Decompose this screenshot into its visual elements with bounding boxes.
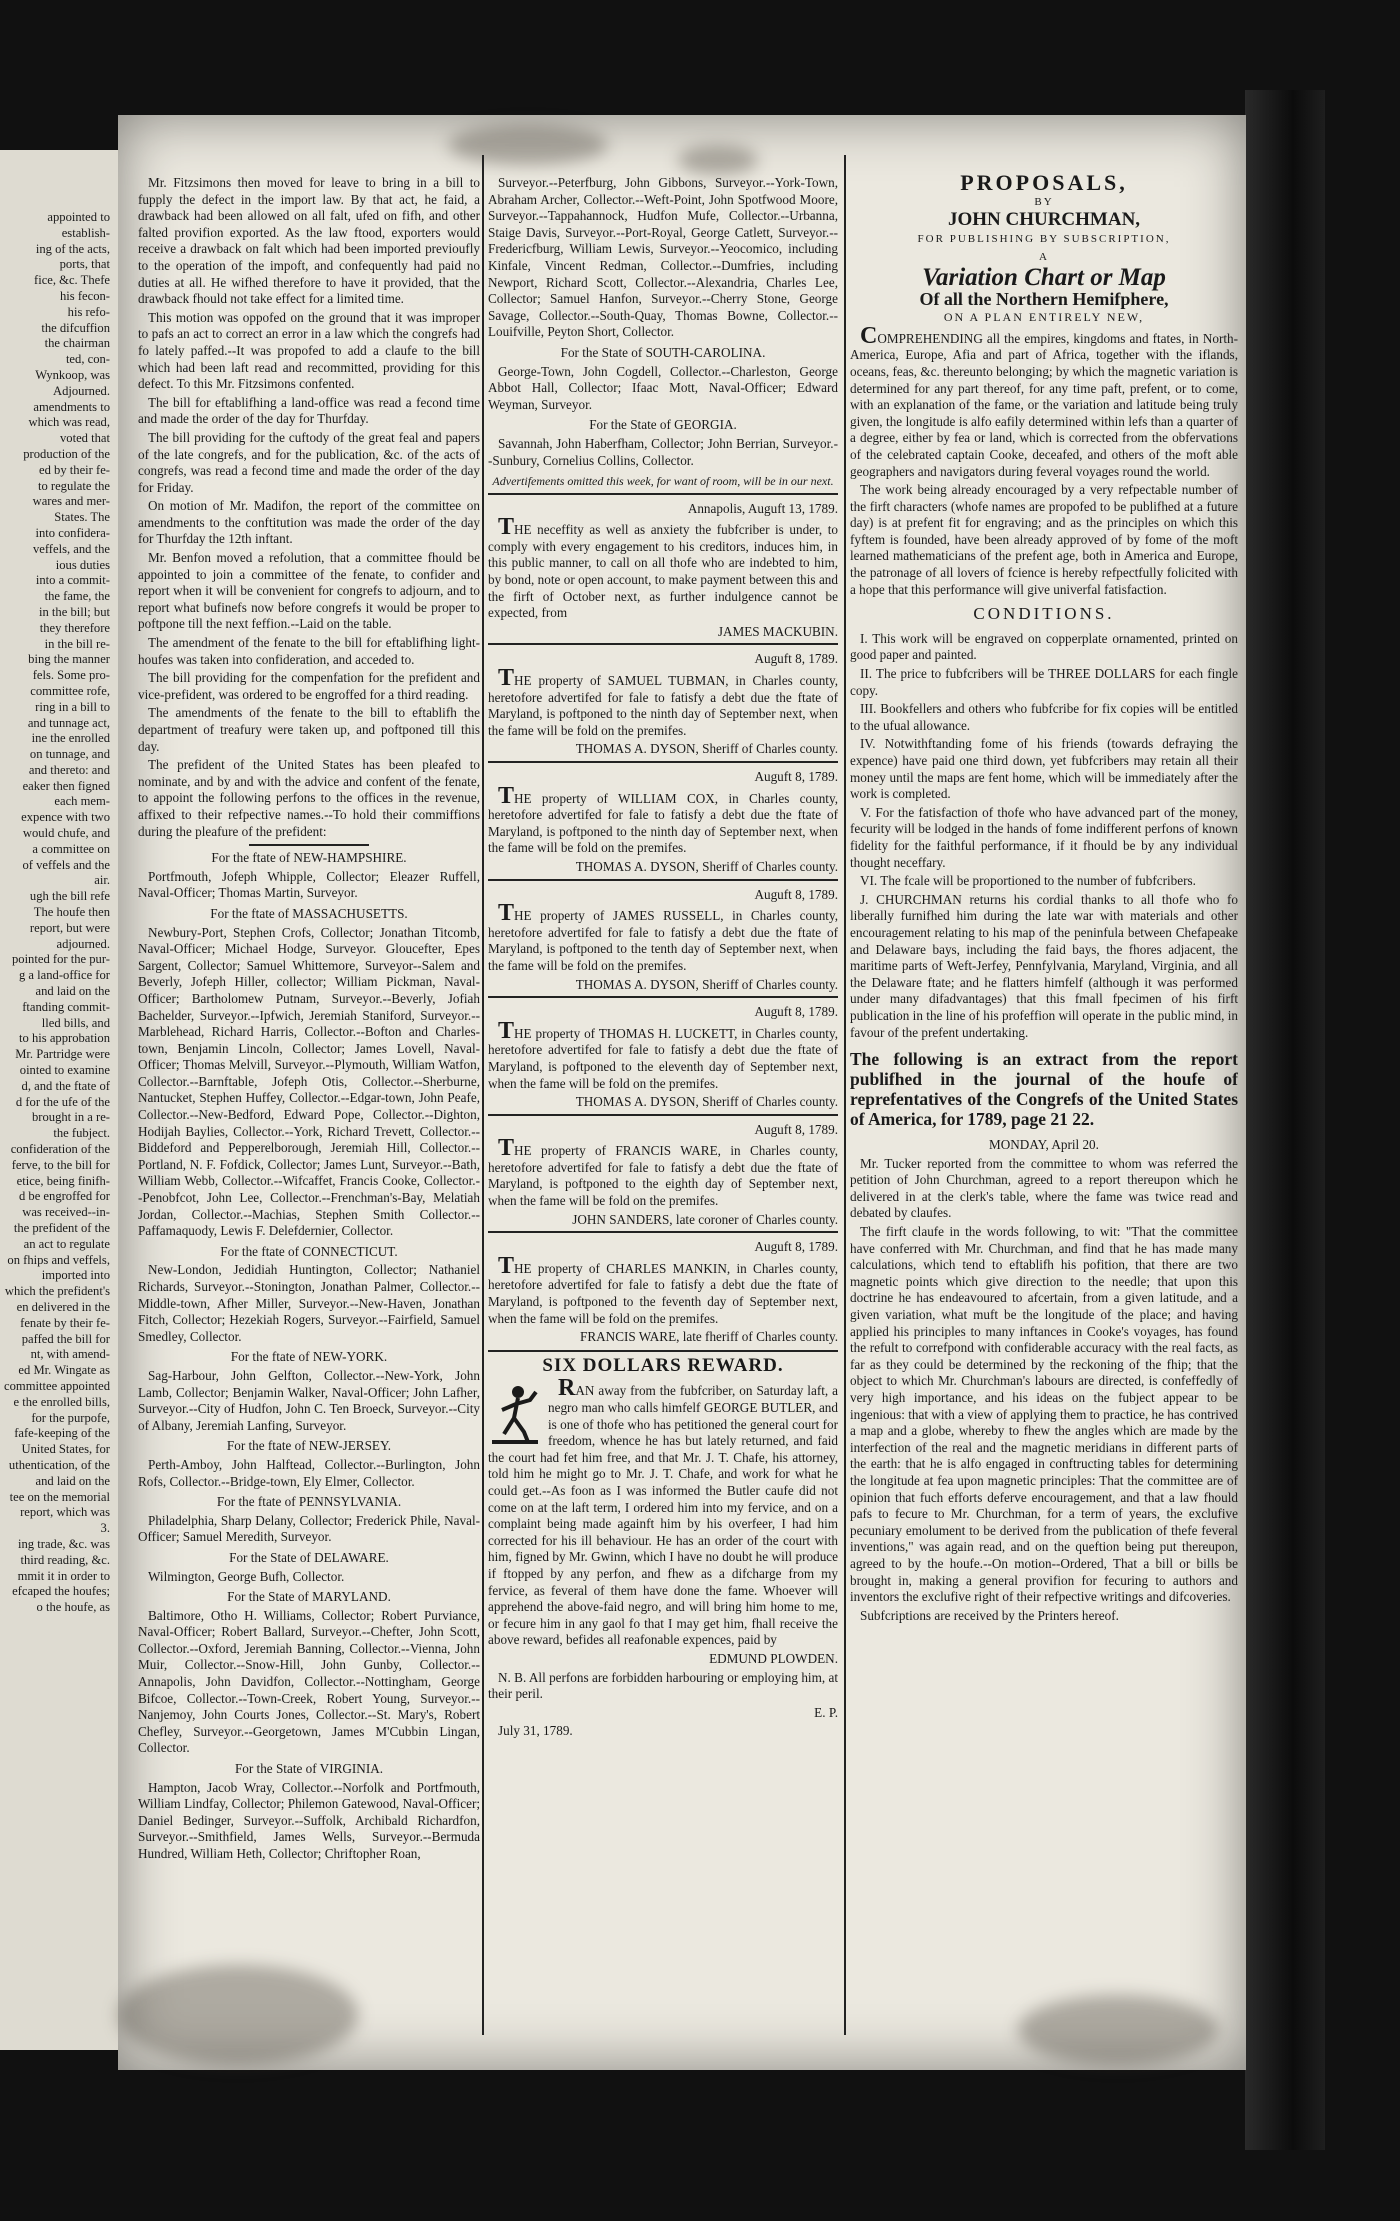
fragment-line: report, but were <box>29 920 110 935</box>
fragment-line: ferve, to the bill for <box>11 1157 110 1172</box>
proceedings-paragraph: On motion of Mr. Madifon, the report of the committee on amendments to the conftitution was made the order of the day for Thurfday the 12th inftant. <box>138 498 480 547</box>
ad-signature: THOMAS A. DYSON, Sheriff of Charles county. <box>575 858 838 874</box>
left-page-column <box>4 210 110 1616</box>
reward-heading: SIX DOLLARS REWARD. <box>542 1354 784 1376</box>
ad-rule <box>488 761 838 763</box>
state-appointments: Portfmouth, Jofeph Whipple, Collector; Eleazer Ruffell, Naval-Officer; Thomas Martin, Surveyor. <box>138 868 480 901</box>
extract-heading: The following is an extract from the report publifhed in the journal of the houfe of reprefentatives of the Congrefs of the United States of America, for 1789, page 21 22. <box>850 1049 1238 1130</box>
fragment-line: would chufe, and <box>22 826 110 841</box>
proceedings-paragraphs <box>138 175 480 840</box>
fragment-line: they therefore <box>39 620 110 635</box>
state-heading: For the ftate of NEW-HAMPSHIRE. <box>211 850 407 866</box>
state-appointments: New-London, Jedidiah Huntington, Collector; Nathaniel Richards, Surveyor.--Stonington, Jonathan Palmer, Collector.--Middle-town, Afher Miller, Surveyor.--New-Haven, Jonathan Fitch, Collector; Hezekiah Rogers, Surveyor.--Fairfield, Samuel Smedley, Collector. <box>138 1262 480 1344</box>
fragment-line: committee appointed <box>4 1378 110 1393</box>
ad-rule <box>488 1114 838 1116</box>
fragment-line: amendments to <box>33 399 110 414</box>
ad-rule <box>488 1231 838 1233</box>
fragment-line: lled bills, and <box>41 1015 110 1030</box>
fragment-line: en delivered in the <box>16 1299 110 1314</box>
fragment-line: for the purpofe, <box>31 1410 110 1425</box>
section-rule <box>488 1350 838 1352</box>
proposal-paragraph-1: COMPREHENDING all the empires, kingdoms and ftates, in North-America, Europe, Afia and part of Africa, together with the iflands, oceans, feas, &c. thereunto belonging; by which the magnetic variation is determined for any part thereof, for any time paft, prefent, or to come, with an explanation of the fame, or the variation and latitude being truly given, the longitude is alfo eafily determined within lefs than a quarter of a degree, either by fea or land, which is corrected from the obfervations of the celebrated captain Cooke, deceafed, and others of the moft able geographers and navigators during feveral voyages round the world. <box>850 322 1238 479</box>
fragment-line: his refo- <box>67 304 110 319</box>
author-name: JOHN CHURCHMAN, <box>947 209 1141 231</box>
fragment-line: on tunnage, and <box>29 747 110 762</box>
proceedings-paragraph: The bill providing for the cuftody of the great feal and papers of the late congrefs, and for the publication, &c. of the acts of congrefs, was read a fecond time and made the order of the day for Friday. <box>138 429 480 495</box>
chart-title: Variation Chart or Map <box>922 263 1166 291</box>
fragment-line: to regulate the <box>37 478 110 493</box>
fragment-line: committee rofe, <box>30 683 110 698</box>
proceedings-paragraph: The amendments of the fenate to the bill to eftablifh the department of treafury were taken up, and poftponed till this day. <box>138 705 480 754</box>
column-rule <box>482 155 484 2035</box>
ink-stain <box>448 125 608 165</box>
ad-date: Auguft 8, 1789. <box>754 1239 838 1255</box>
fragment-line: eaker then figned <box>22 778 110 793</box>
fragment-line: production of the <box>23 446 110 461</box>
condition-item: III. Bookfellers and others who fubfcribe for fix copies will be entitled to the ufual allowance. <box>850 701 1238 733</box>
fragment-line: ious duties <box>55 557 110 572</box>
fragment-line: Wynkoop, was <box>35 367 110 382</box>
fragment-line: etice, being finifh- <box>16 1173 110 1188</box>
ink-stain <box>1018 1995 1218 2065</box>
thanks-paragraph: J. CHURCHMAN returns his cordial thanks to all thofe who fo liberally furnifhed him during the late war with materials and other encouragement relating to his map of the peninfula between Chefapeake and Delaware bays, including the faid bays, the fhores adjacent, the maritime parts of Weft-Jerfey, Pennfylvania, Maryland, Virginia, and all the Delaware ftate; and he flatters himfelf (although it was performed under many difadvantages) that this fmall fpecimen of his firft publication in the line of his profeffion will operate in the public mind, in favour of the prefent undertaking. <box>850 891 1238 1040</box>
by-label: BY <box>1034 195 1054 208</box>
fragment-line: e the enrolled bills, <box>13 1394 110 1409</box>
fragment-line: United States, for <box>21 1442 110 1457</box>
fragment-line: establish- <box>61 225 110 240</box>
fragment-line: which the prefident's <box>4 1284 110 1299</box>
fragment-line: uthentication, of the <box>8 1457 110 1472</box>
fragment-line: imported into <box>41 1268 110 1283</box>
fragment-line: o the houfe, as <box>36 1600 110 1615</box>
fragment-line: g a land-office for <box>18 968 110 983</box>
ad-date: Auguft 8, 1789. <box>754 886 838 902</box>
conditions-heading: CONDITIONS. <box>973 604 1115 624</box>
state-appointments: Wilmington, George Bufh, Collector. <box>148 1568 345 1584</box>
fragment-line: into confidera- <box>35 525 110 540</box>
ad-signature: FRANCIS WARE, late fheriff of Charles county. <box>580 1329 838 1345</box>
fragment-line: report, which was <box>20 1505 110 1520</box>
state-appointments: Perth-Amboy, John Halftead, Collector.--Burlington, John Rofs, Collector.--Bridge-town, Ely Elmer, Collector. <box>138 1456 480 1489</box>
fragment-line: brought in a re- <box>32 1110 110 1125</box>
state-appointments: Newbury-Port, Stephen Crofs, Collector; Jonathan Titcomb, Naval-Officer; Michael Hodge, Surveyor. Gloucefter, Epes Sargent, Collector; Samuel Whittemore, Surveyor--Salem and Beverly, Jofeph Hiller, collector; William Pickman, Naval-Officer; Bartholomew Putnam, Surveyor.--Beverly, Jofiah Bachelder, Surveyor.--Ipfwich, Jeremiah Staniford, Surveyor.--Marblehead, Richard Harris, Collector.--Bofton and Charles-town, Benjamin Lincoln, Collector; James Lovell, Naval-Officer; Thomas Melvill, Surveyor.--Plymouth, William Watfon, Collector.--Barnftable, Jofeph Otis, Collector.--Sherburne, Nantucket, Stephen Huffey, Collector.--Edgar-town, John Peafe, Collector.--New-Bedford, Edward Pope, Collector.--Dighton, Hodijah Baylies, Collector.--York, Richard Trevett, Collector.--Biddeford and Pepperelborough, Jeremiah Hill, Collector.--Portland, N. F. Fofdick, Collector; James Lunt, Surveyor.--Bath, William Webb, Collector.--Wifcaffet, Francis Cooke, Collector.--Penobfcot, John Lee, Collector.--Frenchman's-Bay, Melatiah Jordan, Collector.--Machias, Stephen Smith Collector.--Paffamaquody, Lewis F. Delefdernier, Collector. <box>138 924 480 1239</box>
proposals-heading: PROPOSALS, <box>960 175 1128 195</box>
ink-stain <box>678 145 758 175</box>
left-page-fragment <box>0 150 118 2050</box>
fragment-line: which was read, <box>28 415 110 430</box>
state-appointments: Hampton, Jacob Wray, Collector.--Norfolk and Portfmouth, William Lindfay, Collector; Philemon Gatewood, Naval-Officer; Daniel Bedinger, Surveyor.--Suffolk, Archibald Richardfon, Surveyor.--Smithfield, James Wells, Surveyor.--Bermuda Hundred, William Heth, Collector; Chriftopher Roan, <box>138 1779 480 1861</box>
state-heading: For the State of MARYLAND. <box>227 1589 391 1605</box>
fragment-line: and thereto: and <box>28 762 110 777</box>
monday-dateline: MONDAY, April 20. <box>989 1137 1099 1153</box>
fragment-line: d for the ufe of the <box>15 1094 110 1109</box>
fragment-line: in the bill re- <box>44 636 110 651</box>
fragment-line: paffed the bill for <box>21 1331 110 1346</box>
fragment-line: ine the enrolled <box>31 731 110 746</box>
ad-rule <box>488 643 838 645</box>
ad-text: THE property of SAMUEL TUBMAN, in Charles county, heretofore advertifed for fale to fatisfy a debt due the ftate of Maryland, is poftponed to the ninth day of September next, when the fame will be fold on the premifes. <box>488 665 838 738</box>
ink-stain <box>118 1965 358 2065</box>
fragment-line: the chairman <box>44 336 110 351</box>
fragment-line: Mr. Partridge were <box>15 1047 110 1062</box>
condition-item: I. This work will be engraved on copperplate ornamented, printed on good paper and painted. <box>850 630 1238 663</box>
fragment-line: pointed for the pur- <box>11 952 110 967</box>
reward-text: RAN away from the fubfcriber, on Saturday laft, a negro man who calls himfelf GEORGE BUTLER, and is one of thofe who has petitioned the general court for freedom, whence he has but lately returned, and faid the court had fet him free, and that Mr. J. T. Chafe, his attorney, told him he might go to Mr. J. T. Chafe, and work for what he could get.--As foon as I was informed the Butler caufe did not come on at the laft term, I ordered him into my fervice, and on a complaint being made againft him by his overfeer, I had him corrected for his ill behaviour. He has an order of the court with him, figned by Mr. Gwinn, which I have no doubt he will produce if ftopped by any perfon, and fhew as a difcharge from my fervice, as feveral of them have done the fame. Whoever will apprehend the above-faid negro, and will bring him home to me, or fecure him in any gaol fo that I may get him, fhall receive the above reward, befides all reafonable expences, paid by <box>488 1375 838 1648</box>
state-appointments: Sag-Harbour, John Gelfton, Collector.--New-York, John Lamb, Collector; Benjamin Walker, Naval-Officer; John Lafher, Surveyor.--City of Hudfon, John C. Ten Broeck, Surveyor.--City of Albany, Jeremiah Lanfing, Surveyor. <box>138 1367 480 1433</box>
reward-nb: N. B. All perfons are forbidden harbouring or employing him, at their peril. <box>488 1669 838 1702</box>
virginia-continued: Surveyor.--Peterfburg, John Gibbons, Surveyor.--York-Town, Abraham Archer, Collector.--Weft-Point, John Spotfwood Moore, Surveyor.--Tappahannock, Hudfon Mufe, Collector.--Urbanna, Staige Davis, Surveyor.--Port-Royal, George Catlett, Surveyor.--Fredericfburg, William Lewis, Surveyor.--Yeocomico, including Kinfale, Vincent Redman, Collector.--Dumfries, including Newport, Richard Scott, Collector.--Alexandria, Charles Lee, Collector; Samuel Hanfon, Surveyor.--Cherry Stone, George Savage, Collector.--South-Quay, Thomas Bowne, Collector.--Louifville, Peyton Short, Collector. <box>488 175 838 340</box>
reward-signature: EDMUND PLOWDEN. <box>709 1650 838 1666</box>
state-heading: For the State of GEORGIA. <box>589 417 737 433</box>
fragment-line: his fecon- <box>59 288 110 303</box>
ad-text: THE property of THOMAS H. LUCKETT, in Charles county, heretofore advertifed for fale to fatisfy a debt due the ftate of Maryland, is poftponed to the eleventh day of September next, when the fame will be fold on the premifes. <box>488 1017 838 1091</box>
fragment-line: tee on the memorial <box>9 1489 110 1504</box>
state-heading: For the State of DELAWARE. <box>229 1549 389 1565</box>
resolution-paragraph: The firft claufe in the words following, to wit: "That the committee have conferred with Mr. Churchman, and find that he has made many calculations, which tend to eftablifh his pofition, that there are two magnetic points which give direction to the needle; that upon this doctrine he has endeavoured to afcertain, from a given latitude, and a given variation, what muft be the longitude of the place; and having applied his principles to many inftances in Cooke's voyages, has found the refult to correfpond with confiderable accuracy with the real facts, as far as they could be determined by the reckoning of the fhip; that the object to which Mr. Churchman's labours are directed, is confeffedly of very high importance, and his ideas on the fubject appear to be ingenious: that with a view of applying them to practice, he has contrived a map and a globe, whereby to fhew the angles which are made by the interfection of the real and the magnetic meridians in different parts of the earth: that he is alfo engaged in conftructing tables for determining the longitude at fea upon magnetic principles: That the committee are of opinion that fuch efforts deferve encouragement, and that a law fhould pafs to fecure to Mr. Churchman, for a term of years, the exclufive pecuniary emolument to be derived from the publication of thefe feveral inventions," was again read, and on the queftion being put thereupon, agreed to by the houfe.--On motion--Ordered, That a bill or bills be brought in, making a general provifion for fecuring to authors and inventors the exclufive right of their refpective writings and difcoveries. <box>850 1224 1238 1605</box>
fragment-line: and laid on the <box>35 984 110 999</box>
ad-signature: JAMES MACKUBIN. <box>717 623 838 639</box>
fragment-line: and laid on the <box>35 1473 110 1488</box>
ad-text: THE property of FRANCIS WARE, in Charles county, heretofore advertifed for fale to fatisfy a debt due the ftate of Maryland, is poftponed to the eighth day of September next, when the fame will be fold on the premifes. <box>488 1135 838 1209</box>
fragment-line: appointed to <box>47 210 110 224</box>
fragment-line: into a commit- <box>35 573 110 588</box>
ad-rule <box>488 879 838 881</box>
fragment-line: confideration of the <box>10 1142 110 1157</box>
fragment-line: each mem- <box>54 794 110 809</box>
hemisphere-subtitle: Of all the Northern Hemifphere, <box>919 288 1169 309</box>
publishing-line: FOR PUBLISHING BY SUBSCRIPTION, <box>917 232 1171 245</box>
fragment-line: wares and mer- <box>32 494 110 509</box>
fragment-line: fice, &c. Thefe <box>34 273 110 288</box>
state-appointments: Baltimore, Otho H. Williams, Collector; Robert Purviance, Naval-Officer; Robert Ballard, Surveyor.--Chefter, John Scott, Collector.--Oxford, Jeremiah Banning, Collector.--Vienna, John Muir, Collector.--Snow-Hill, John Gunby, Collector.--Annapolis, John Davidfon, Collector.--Nottingham, George Bifcoe, Collector.--Town-Creek, Robert Young, Surveyor.--Nanjemoy, John Courts Jones, Collector.--St. Mary's, Robert Chefley, Surveyor.--Georgetown, James M'Cubbin Lingan, Collector. <box>138 1607 480 1756</box>
omitted-notice: Advertifements omitted this week, for want of room, will be in our next. <box>492 474 834 489</box>
fragment-line: the fubject. <box>53 1126 110 1141</box>
state-heading: For the ftate of PENNSYLVANIA. <box>216 1494 402 1510</box>
state-heading: For the State of VIRGINIA. <box>234 1761 384 1777</box>
state-appointments: Savannah, John Haberfham, Collector; John Berrian, Surveyor.--Sunbury, Cornelius Collins, Collector. <box>488 435 838 468</box>
fragment-line: and tunnage act, <box>27 715 110 730</box>
fragment-line: the fame, the <box>44 589 110 604</box>
condition-item: IV. Notwithftanding fome of his friends (towards defraying the expence) have paid one third down, yet fubfcribers may retain all their money until the maps are fent home, which will be immediately after the work is completed. <box>850 736 1238 802</box>
fragment-line: expence with two <box>21 810 110 825</box>
fragment-line: third reading, &c. <box>20 1552 110 1567</box>
fragment-line: air. <box>94 873 110 888</box>
section-rule <box>249 844 369 846</box>
fragment-line: ugh the bill refe <box>29 889 110 904</box>
ad-date: Auguft 8, 1789. <box>754 651 838 667</box>
report-paragraph: Mr. Tucker reported from the committee to whom was referred the petition of John Churchman, agreed to a report thereupon which he delivered in at the clerk's table, where the fame was twice read and debated by claufes. <box>850 1155 1238 1221</box>
fragment-line: ing trade, &c. was <box>18 1536 110 1551</box>
ad-date: Auguft 8, 1789. <box>754 1004 838 1020</box>
fragment-line: ring in a bill to <box>35 699 110 714</box>
fragment-line: fels. Some pro- <box>32 668 110 683</box>
fragment-line: efcaped the houfes; <box>12 1584 110 1599</box>
ad-signature: THOMAS A. DYSON, Sheriff of Charles county. <box>575 741 838 757</box>
fragment-line: ing of the acts, <box>35 241 110 256</box>
ad-signature: THOMAS A. DYSON, Sheriff of Charles county. <box>575 1094 838 1110</box>
fragment-line: the difcuffion <box>41 320 110 335</box>
ad-text: THE neceffity as well as anxiety the fubfcriber is under, to comply with every engagement to his creditors, induces him, in this public manner, to call on all thofe who are indebted to him, by bond, note or open account, to make payment between this and the firft of October next, as further indulgence cannot be expected, from <box>488 514 838 621</box>
proceedings-paragraph: The prefident of the United States has been pleafed to nominate, and by and with the advice and confent of the fenate, to appoint the following perfons to the offices in the revenue, affixed to their refpective names.--To hold their commiffions during the pleafure of the prefident: <box>138 757 480 839</box>
advertisements-column <box>488 175 838 1742</box>
state-heading: For the State of SOUTH-CAROLINA. <box>560 344 766 360</box>
proposal-paragraph-2: The work being already encouraged by a very refpectable number of the firft characters (whofe names are propofed to be publifhed at a future day) is at prefent fit for engraving; and as the principles on which this fyftem is founded, have been already approved of by fome of the moft learned mathematicians of the prefent age, both in America and Europe, the patronage of all lovers of fcience is hereby refpectfully folicited with a hope that this performance will give univerfal fatisfaction. <box>850 482 1238 597</box>
fragment-line: of veffels and the <box>22 857 110 872</box>
state-appointments: George-Town, John Cogdell, Collector.--Charleston, George Abbot Hall, Collector; Ifaac Mott, Naval-Officer; Edward Weyman, Surveyor. <box>488 363 838 412</box>
state-heading: For the ftate of NEW-YORK. <box>230 1349 388 1365</box>
fragment-line: bing the manner <box>28 652 110 667</box>
fragment-line: ports, that <box>59 257 110 272</box>
conditions-list <box>850 631 1238 890</box>
reward-date: July 31, 1789. <box>498 1723 573 1739</box>
fragment-line: fafe-keeping of the <box>14 1426 110 1441</box>
fragment-line: States. The <box>54 510 110 525</box>
proceedings-paragraph: Mr. Fitzsimons then moved for leave to bring in a bill to fupply the defect in the import law. By that act, he faid, a drawback had been allowed on all falt, ufed on fifh, and other falted provifion exported. As the law ftood, exporters would receive a drawback on falt which had been imported previoufly to the operation of the impoft, and confequently had paid no duties at all. He wifhed therefore to have it provided, that the drawback fhould not take effect for a limited time. <box>138 175 480 307</box>
fragment-line: ted, con- <box>65 352 110 367</box>
ad-text: THE property of JAMES RUSSELL, in Charles county, heretofore advertifed for fale to fatisfy a debt due the ftate of Maryland, is poftponed to the tenth day of September next, when the fame will be fold on the premifes. <box>488 900 838 973</box>
fragment-line: Adjourned. <box>52 383 110 398</box>
fragment-line: fenate by their fe- <box>20 1315 110 1330</box>
ad-rule <box>488 996 838 998</box>
proceedings-paragraph: The amendment of the fenate to the bill for eftablifhing light-houfes was taken into confideration, and acceded to. <box>138 635 480 667</box>
congress-proceedings-column <box>138 175 480 1865</box>
fragment-line: adjourned. <box>56 936 110 951</box>
ad-date: Auguft 8, 1789. <box>754 769 838 784</box>
state-heading: For the ftate of MASSACHUSETTS. <box>210 905 408 921</box>
ad-date: Annapolis, Auguft 13, 1789. <box>687 500 838 516</box>
state-heading: For the ftate of CONNECTICUT. <box>220 1243 398 1259</box>
fragment-line: ointed to examine <box>19 1063 110 1078</box>
fragment-line: in the bill; but <box>38 604 110 619</box>
condition-item: V. For the fatisfaction of thofe who have advanced part of the money, fecurity will be lodged in the hands of fome indifferent perfons of known fidelity for the faithful performance, if it fhould be by any individual thought neceffary. <box>850 804 1238 870</box>
fragment-line: ed by their fe- <box>39 462 110 477</box>
revenue-appointments <box>138 850 480 1862</box>
book-spine <box>1245 90 1325 2150</box>
state-appointments: Philadelphia, Sharp Delany, Collector; Frederick Phile, Naval-Officer; Samuel Meredith, Surveyor. <box>138 1512 480 1545</box>
ad-signature: THOMAS A. DYSON, Sheriff of Charles county. <box>575 976 838 992</box>
fragment-line: the prefident of the <box>13 1221 110 1235</box>
runaway-figure-icon <box>488 1382 542 1446</box>
fragment-line: to his approbation <box>19 1031 110 1046</box>
fragment-line: The houfe then <box>33 905 110 920</box>
state-heading: For the ftate of NEW-JERSEY. <box>226 1438 392 1454</box>
column-rule <box>844 155 846 2035</box>
fragment-line: veffels, and the <box>32 541 110 556</box>
fragment-line: voted that <box>59 431 110 446</box>
sheriff-notices <box>488 493 838 1346</box>
fragment-line: a committee on <box>32 841 110 856</box>
reward-initials: E. P. <box>814 1704 838 1720</box>
condition-item: II. The price to fubfcribers will be THREE DOLLARS for each fingle copy. <box>850 666 1238 698</box>
ad-signature: JOHN SANDERS, late coroner of Charles county. <box>572 1211 838 1227</box>
proposals-column <box>850 175 1238 1626</box>
ad-rule <box>488 493 838 495</box>
proceedings-paragraph: The bill providing for the compenfation for the prefident and vice-prefident, was ordered to be engroffed for a third reading. <box>138 670 480 702</box>
fragment-line: on fhips and veffels, <box>7 1252 110 1267</box>
plan-line: ON A PLAN ENTIRELY NEW, <box>943 310 1145 325</box>
proceedings-paragraph: The bill for eftablifhing a land-office was read a fecond time and made the order of the day for Thurfday. <box>138 394 480 427</box>
proceedings-paragraph: Mr. Benfon moved a refolution, that a committee fhould be appointed to join a committee of the fenate, to confider and report when it will be convenient for congrefs to adjourn, and to report what bufinefs now before congrefs it would be proper to poftpone till the next feffion.--Laid on the table. <box>138 550 480 632</box>
proceedings-paragraph: This motion was oppofed on the ground that it was improper to pafs an act to correct an error in a law which the congrefs had fo lately paffed.--It was propofed to add a claufe to the bill which had been laft read and recommitted, providing for this defect. To this Mr. Fitzsimons confented. <box>138 309 480 392</box>
fragment-line: ftanding commit- <box>22 999 110 1014</box>
fragment-line: d, and the ftate of <box>21 1078 110 1093</box>
fragment-line: 3. <box>100 1521 110 1536</box>
ad-date: Auguft 8, 1789. <box>754 1121 838 1137</box>
newspaper-page <box>118 115 1246 2070</box>
fragment-line: nt, with amend- <box>30 1347 110 1362</box>
fragment-line: ed Mr. Wingate as <box>18 1363 110 1378</box>
southern-appointments <box>488 345 838 469</box>
article-a: A <box>1039 251 1049 264</box>
ad-text: THE property of WILLIAM COX, in Charles county, heretofore advertifed for fale to fatisfy a debt due the ftate of Maryland, is poftponed to the ninth day of September next, when the fame will be fold on the premifes. <box>488 782 838 856</box>
ad-text: THE property of CHARLES MANKIN, in Charles county, heretofore advertifed for fale to fatisfy a debt due the ftate of Maryland, is poftponed to the feventh day of September next, when the fame will be fold on the premifes. <box>488 1252 838 1326</box>
subscription-footer: Subfcriptions are received by the Printers hereof. <box>860 1607 1119 1623</box>
fragment-line: mmit it in order to <box>17 1568 110 1583</box>
fragment-line: was received--in- <box>22 1205 110 1220</box>
fragment-line: d be engroffed for <box>18 1189 110 1204</box>
condition-item: VI. The fcale will be proportioned to the number of fubfcribers. <box>860 873 1196 889</box>
fragment-line: an act to regulate <box>23 1236 110 1251</box>
